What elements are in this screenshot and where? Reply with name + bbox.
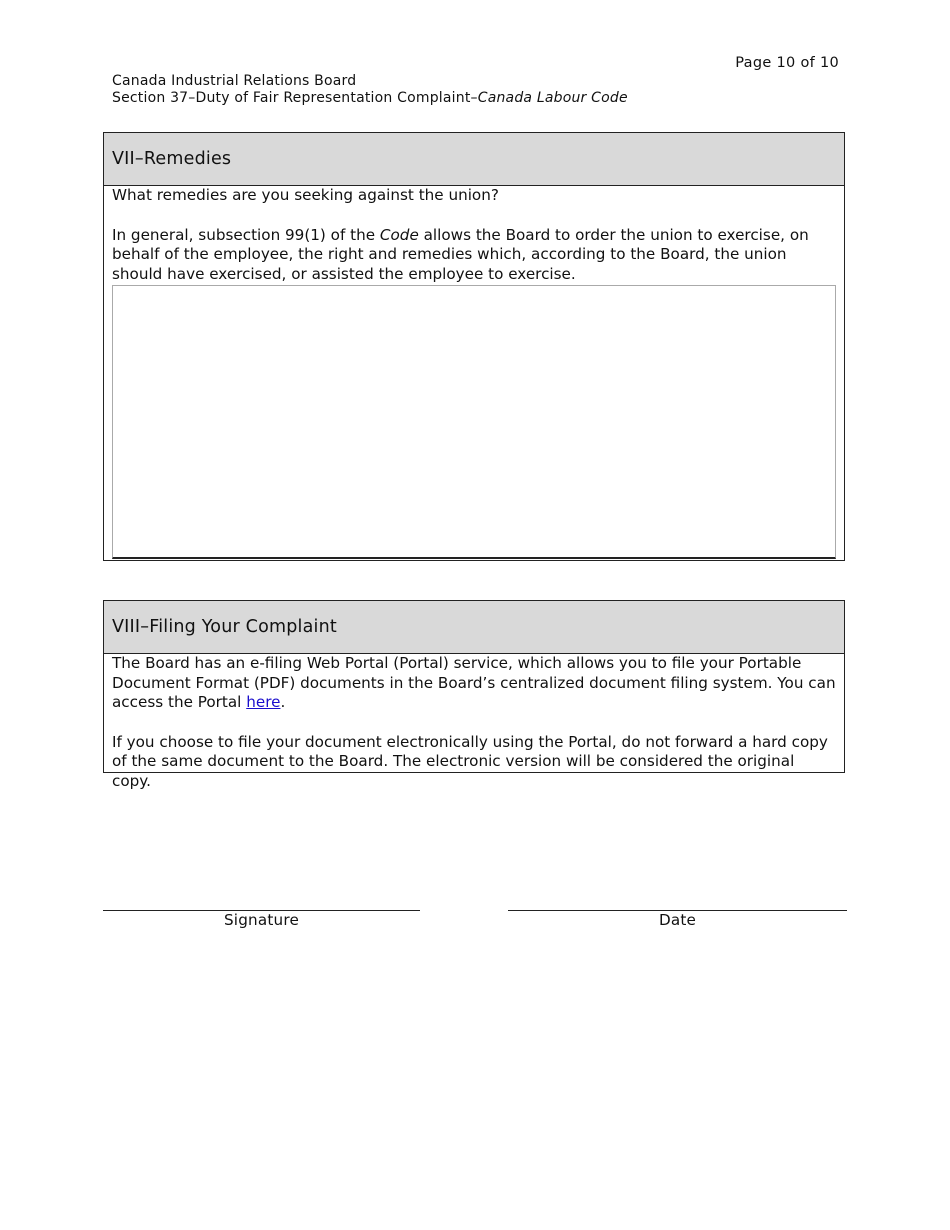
document-header [112, 73, 628, 107]
code-word: Code [379, 225, 419, 244]
remedies-section [103, 132, 845, 561]
filing-section [103, 600, 845, 790]
remedies-explanation-part1: In general, subsection 99(1) of the [112, 225, 380, 244]
date-label: Date [658, 911, 697, 929]
signature-label: Signature [223, 911, 300, 929]
page-number: Page 10 of 10 [735, 55, 839, 71]
remedies-heading: VII–Remedies [104, 133, 844, 186]
remedies-body [104, 186, 844, 284]
filing-paragraph-1-text: The Board has an e-filing Web Portal (Portal) service, which allows you to file your Portable Document Format (PDF) documents in the Board’s centralized document filing system. You can access the Portal [112, 654, 836, 712]
filing-body [104, 654, 844, 792]
filing-paragraph-1 [112, 654, 836, 713]
form-title-italic: Canada Labour Code [477, 90, 628, 106]
form-title-prefix: Section 37–Duty of Fair Representation Complaint– [112, 90, 478, 106]
portal-link[interactable]: here [246, 693, 281, 712]
remedies-question: What remedies are you seeking against the union? [112, 186, 499, 204]
organization-name: Canada Industrial Relations Board [112, 73, 357, 89]
form-title [112, 90, 628, 107]
remedies-explanation-part2: allows the Board to order the union to exercise, on behalf of the employee, the right and remedies which, according to the Board, the union should have exercised, or assisted the employee to exercise. [112, 225, 809, 283]
remedies-explanation [112, 226, 836, 285]
remedies-answer-field[interactable] [112, 285, 836, 559]
filing-paragraph-1-end: . [280, 693, 286, 712]
filing-paragraph-2: If you choose to file your document electronically using the Portal, do not forward a hard copy of the same document to the Board. The electronic version will be considered the original copy. [112, 732, 828, 790]
filing-heading: VIII–Filing Your Complaint [104, 601, 844, 654]
